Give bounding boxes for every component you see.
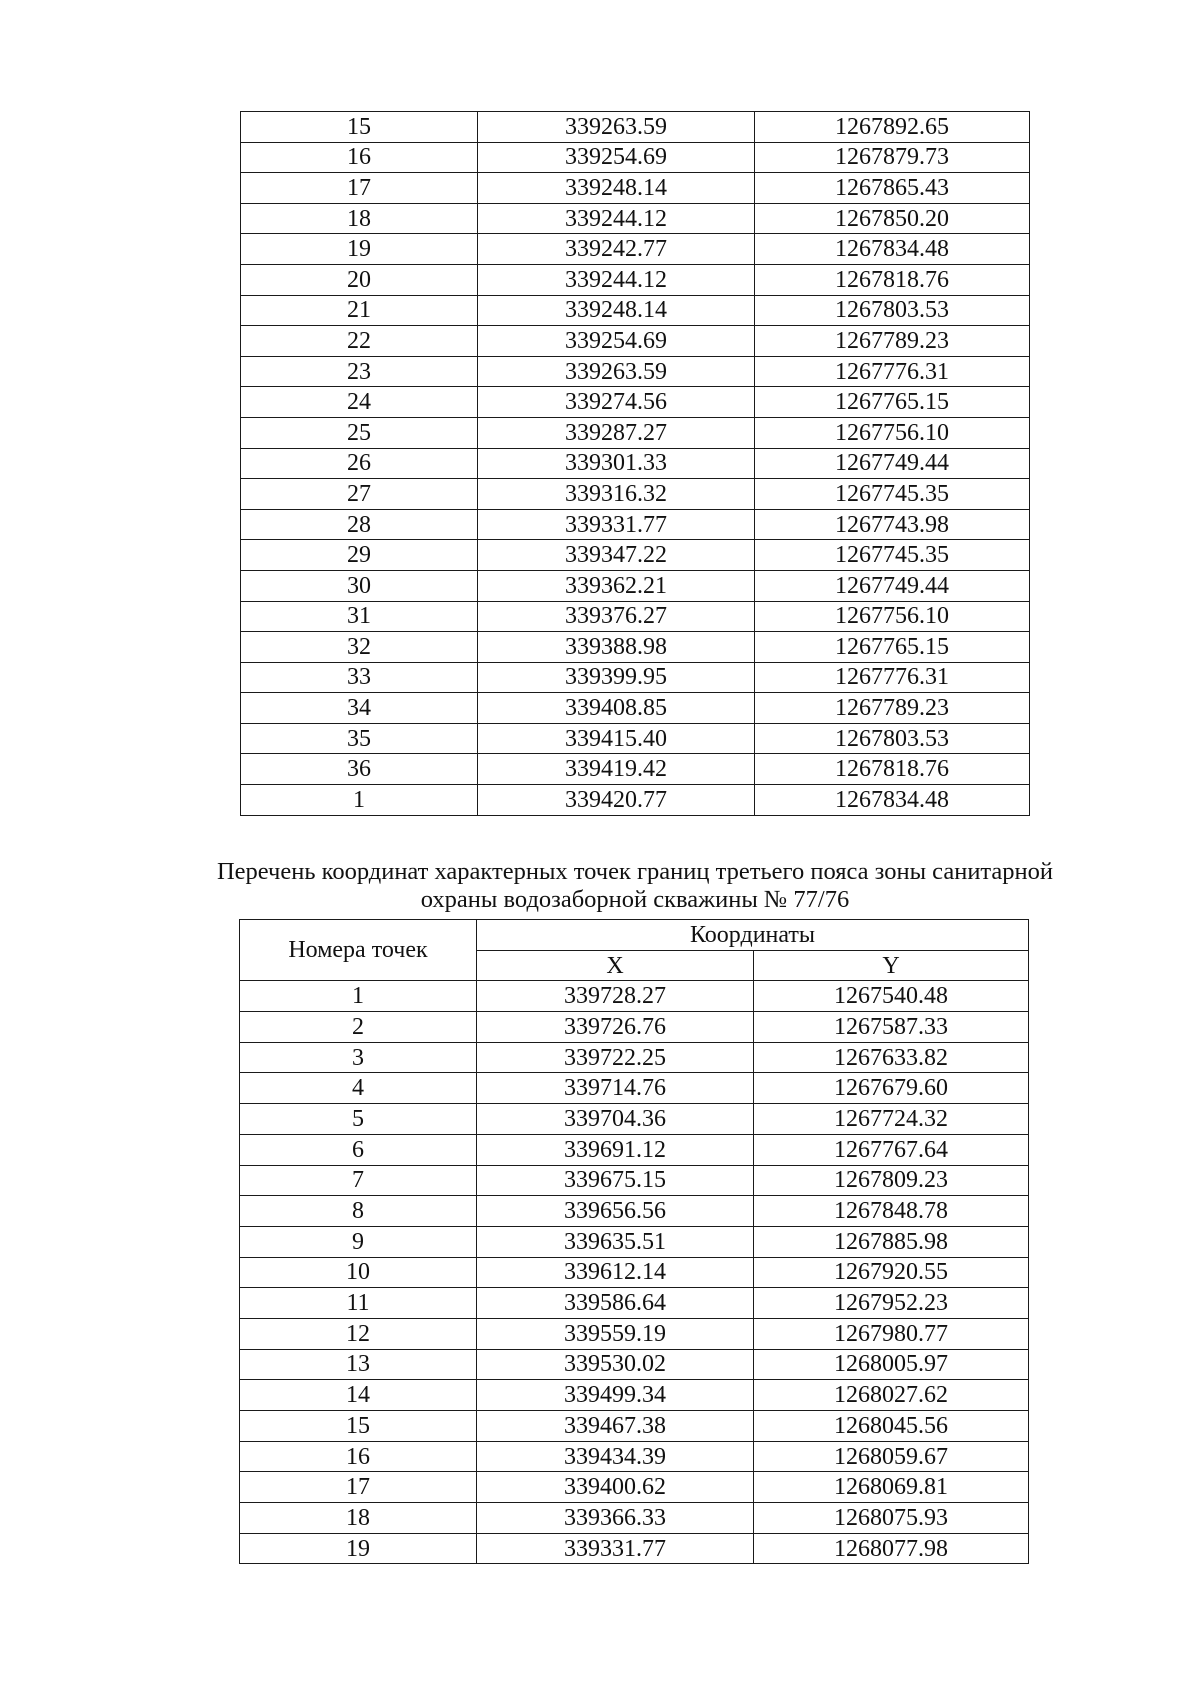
- y-coordinate-cell: 1267980.77: [754, 1318, 1029, 1349]
- point-number-cell: 8: [240, 1196, 477, 1227]
- point-number-cell: 34: [241, 693, 478, 724]
- table-row: [241, 693, 1030, 724]
- table-row: [241, 417, 1030, 448]
- table-row: [241, 326, 1030, 357]
- table-row: [241, 203, 1030, 234]
- x-coordinate-cell: 339467.38: [477, 1411, 754, 1442]
- x-coordinate-cell: 339415.40: [478, 723, 755, 754]
- y-coordinate-cell: 1267756.10: [755, 601, 1030, 632]
- y-coordinate-cell: 1268027.62: [754, 1380, 1029, 1411]
- point-number-cell: 24: [241, 387, 478, 418]
- coordinates-table-zone-3: [239, 919, 1029, 1564]
- y-coordinate-cell: 1268005.97: [754, 1349, 1029, 1380]
- table-row: [241, 662, 1030, 693]
- y-coordinate-cell: 1267587.33: [754, 1012, 1029, 1043]
- x-coordinate-cell: 339728.27: [477, 981, 754, 1012]
- y-coordinate-cell: 1267745.35: [755, 540, 1030, 571]
- y-coordinate-cell: 1267765.15: [755, 387, 1030, 418]
- y-coordinate-cell: 1267767.64: [754, 1134, 1029, 1165]
- point-number-cell: 3: [240, 1042, 477, 1073]
- x-coordinate-cell: 339287.27: [478, 417, 755, 448]
- x-coordinate-cell: 339612.14: [477, 1257, 754, 1288]
- x-coordinate-cell: 339420.77: [478, 785, 755, 816]
- x-coordinate-cell: 339388.98: [478, 632, 755, 663]
- table-row: [241, 387, 1030, 418]
- x-coordinate-cell: 339248.14: [478, 295, 755, 326]
- x-coordinate-cell: 339254.69: [478, 326, 755, 357]
- table-row: [241, 142, 1030, 173]
- table-row: [241, 601, 1030, 632]
- x-coordinate-cell: 339714.76: [477, 1073, 754, 1104]
- x-coordinate-cell: 339254.69: [478, 142, 755, 173]
- table-row: [241, 754, 1030, 785]
- y-coordinate-cell: 1267818.76: [755, 264, 1030, 295]
- point-number-cell: 36: [241, 754, 478, 785]
- point-number-cell: 10: [240, 1257, 477, 1288]
- header-points: Номера точек: [240, 920, 477, 981]
- y-coordinate-cell: 1268059.67: [754, 1441, 1029, 1472]
- y-coordinate-cell: 1267920.55: [754, 1257, 1029, 1288]
- x-coordinate-cell: 339244.12: [478, 264, 755, 295]
- table-row: [240, 1472, 1029, 1503]
- point-number-cell: 27: [241, 479, 478, 510]
- table-row: [240, 1318, 1029, 1349]
- point-number-cell: 30: [241, 570, 478, 601]
- point-number-cell: 18: [240, 1503, 477, 1534]
- x-coordinate-cell: 339248.14: [478, 173, 755, 204]
- point-number-cell: 20: [241, 264, 478, 295]
- y-coordinate-cell: 1267865.43: [755, 173, 1030, 204]
- x-coordinate-cell: 339366.33: [477, 1503, 754, 1534]
- x-coordinate-cell: 339376.27: [478, 601, 755, 632]
- table-row: [240, 1441, 1029, 1472]
- point-number-cell: 6: [240, 1134, 477, 1165]
- x-coordinate-cell: 339408.85: [478, 693, 755, 724]
- table-row: [240, 1165, 1029, 1196]
- table-row: [240, 1257, 1029, 1288]
- table-row: [240, 981, 1029, 1012]
- point-number-cell: 14: [240, 1380, 477, 1411]
- y-coordinate-cell: 1267834.48: [755, 785, 1030, 816]
- point-number-cell: 23: [241, 356, 478, 387]
- table-row: [241, 785, 1030, 816]
- x-coordinate-cell: 339399.95: [478, 662, 755, 693]
- y-coordinate-cell: 1268045.56: [754, 1411, 1029, 1442]
- x-coordinate-cell: 339499.34: [477, 1380, 754, 1411]
- point-number-cell: 7: [240, 1165, 477, 1196]
- table-row: [241, 479, 1030, 510]
- table-header: [240, 920, 1029, 981]
- x-coordinate-cell: 339331.77: [478, 509, 755, 540]
- point-number-cell: 19: [241, 234, 478, 265]
- header-x: X: [477, 950, 754, 981]
- point-number-cell: 19: [240, 1533, 477, 1564]
- table-row: [240, 1503, 1029, 1534]
- x-coordinate-cell: 339559.19: [477, 1318, 754, 1349]
- point-number-cell: 12: [240, 1318, 477, 1349]
- x-coordinate-cell: 339722.25: [477, 1042, 754, 1073]
- table-row: [241, 264, 1030, 295]
- y-coordinate-cell: 1268069.81: [754, 1472, 1029, 1503]
- table-row: [240, 1073, 1029, 1104]
- x-coordinate-cell: 339586.64: [477, 1288, 754, 1319]
- x-coordinate-cell: 339675.15: [477, 1165, 754, 1196]
- table-caption: [160, 858, 1110, 914]
- table-row: [240, 1288, 1029, 1319]
- table-row: [241, 356, 1030, 387]
- table-row: [241, 723, 1030, 754]
- y-coordinate-cell: 1267724.32: [754, 1104, 1029, 1135]
- x-coordinate-cell: 339316.32: [478, 479, 755, 510]
- x-coordinate-cell: 339242.77: [478, 234, 755, 265]
- y-coordinate-cell: 1267745.35: [755, 479, 1030, 510]
- caption-line-1: Перечень координат характерных точек границ третьего пояса зоны санитарной: [216, 858, 1054, 885]
- table-row: [241, 570, 1030, 601]
- table-row: [240, 1042, 1029, 1073]
- point-number-cell: 18: [241, 203, 478, 234]
- y-coordinate-cell: 1267850.20: [755, 203, 1030, 234]
- point-number-cell: 17: [241, 173, 478, 204]
- y-coordinate-cell: 1267789.23: [755, 326, 1030, 357]
- y-coordinate-cell: 1267885.98: [754, 1226, 1029, 1257]
- point-number-cell: 21: [241, 295, 478, 326]
- x-coordinate-cell: 339301.33: [478, 448, 755, 479]
- x-coordinate-cell: 339635.51: [477, 1226, 754, 1257]
- x-coordinate-cell: 339263.59: [478, 356, 755, 387]
- y-coordinate-cell: 1267679.60: [754, 1073, 1029, 1104]
- point-number-cell: 1: [241, 785, 478, 816]
- header-coordinates: Координаты: [477, 920, 1029, 951]
- point-number-cell: 17: [240, 1472, 477, 1503]
- y-coordinate-cell: 1267892.65: [755, 112, 1030, 143]
- y-coordinate-cell: 1267818.76: [755, 754, 1030, 785]
- coordinates-table-continued: [240, 111, 1030, 816]
- table-row: [241, 295, 1030, 326]
- y-coordinate-cell: 1267879.73: [755, 142, 1030, 173]
- table-row: [240, 1533, 1029, 1564]
- y-coordinate-cell: 1267848.78: [754, 1196, 1029, 1227]
- table-row: [241, 509, 1030, 540]
- point-number-cell: 5: [240, 1104, 477, 1135]
- point-number-cell: 26: [241, 448, 478, 479]
- table-row: [240, 1411, 1029, 1442]
- caption-line-2: охраны водозаборной скважины № 77/76: [420, 886, 850, 913]
- y-coordinate-cell: 1267756.10: [755, 417, 1030, 448]
- point-number-cell: 11: [240, 1288, 477, 1319]
- point-number-cell: 29: [241, 540, 478, 571]
- point-number-cell: 15: [240, 1411, 477, 1442]
- x-coordinate-cell: 339530.02: [477, 1349, 754, 1380]
- table-row: [240, 1380, 1029, 1411]
- x-coordinate-cell: 339656.56: [477, 1196, 754, 1227]
- header-y: Y: [754, 950, 1029, 981]
- x-coordinate-cell: 339244.12: [478, 203, 755, 234]
- table-row: [241, 173, 1030, 204]
- point-number-cell: 15: [241, 112, 478, 143]
- table-row: [240, 1012, 1029, 1043]
- y-coordinate-cell: 1267743.98: [755, 509, 1030, 540]
- point-number-cell: 28: [241, 509, 478, 540]
- point-number-cell: 1: [240, 981, 477, 1012]
- point-number-cell: 31: [241, 601, 478, 632]
- point-number-cell: 35: [241, 723, 478, 754]
- table-row: [241, 234, 1030, 265]
- x-coordinate-cell: 339704.36: [477, 1104, 754, 1135]
- y-coordinate-cell: 1267633.82: [754, 1042, 1029, 1073]
- point-number-cell: 22: [241, 326, 478, 357]
- x-coordinate-cell: 339419.42: [478, 754, 755, 785]
- table-row: [241, 540, 1030, 571]
- point-number-cell: 16: [240, 1441, 477, 1472]
- y-coordinate-cell: 1267749.44: [755, 448, 1030, 479]
- y-coordinate-cell: 1267809.23: [754, 1165, 1029, 1196]
- point-number-cell: 13: [240, 1349, 477, 1380]
- table-row: [241, 448, 1030, 479]
- table-row: [240, 1104, 1029, 1135]
- y-coordinate-cell: 1267776.31: [755, 356, 1030, 387]
- x-coordinate-cell: 339347.22: [478, 540, 755, 571]
- y-coordinate-cell: 1267540.48: [754, 981, 1029, 1012]
- x-coordinate-cell: 339362.21: [478, 570, 755, 601]
- y-coordinate-cell: 1267776.31: [755, 662, 1030, 693]
- table-body: [241, 112, 1030, 816]
- point-number-cell: 2: [240, 1012, 477, 1043]
- x-coordinate-cell: 339726.76: [477, 1012, 754, 1043]
- table-row: [240, 1134, 1029, 1165]
- x-coordinate-cell: 339691.12: [477, 1134, 754, 1165]
- table-row: [240, 1196, 1029, 1227]
- table-body: [240, 981, 1029, 1564]
- y-coordinate-cell: 1267803.53: [755, 723, 1030, 754]
- table-row: [240, 1349, 1029, 1380]
- x-coordinate-cell: 339263.59: [478, 112, 755, 143]
- point-number-cell: 33: [241, 662, 478, 693]
- y-coordinate-cell: 1267952.23: [754, 1288, 1029, 1319]
- table-row: [241, 632, 1030, 663]
- header-row: [240, 920, 1029, 951]
- point-number-cell: 4: [240, 1073, 477, 1104]
- y-coordinate-cell: 1267834.48: [755, 234, 1030, 265]
- y-coordinate-cell: 1267749.44: [755, 570, 1030, 601]
- point-number-cell: 9: [240, 1226, 477, 1257]
- y-coordinate-cell: 1267789.23: [755, 693, 1030, 724]
- x-coordinate-cell: 339434.39: [477, 1441, 754, 1472]
- x-coordinate-cell: 339331.77: [477, 1533, 754, 1564]
- point-number-cell: 32: [241, 632, 478, 663]
- y-coordinate-cell: 1267803.53: [755, 295, 1030, 326]
- table-row: [241, 112, 1030, 143]
- table-row: [240, 1226, 1029, 1257]
- x-coordinate-cell: 339400.62: [477, 1472, 754, 1503]
- point-number-cell: 16: [241, 142, 478, 173]
- y-coordinate-cell: 1268077.98: [754, 1533, 1029, 1564]
- point-number-cell: 25: [241, 417, 478, 448]
- y-coordinate-cell: 1268075.93: [754, 1503, 1029, 1534]
- x-coordinate-cell: 339274.56: [478, 387, 755, 418]
- y-coordinate-cell: 1267765.15: [755, 632, 1030, 663]
